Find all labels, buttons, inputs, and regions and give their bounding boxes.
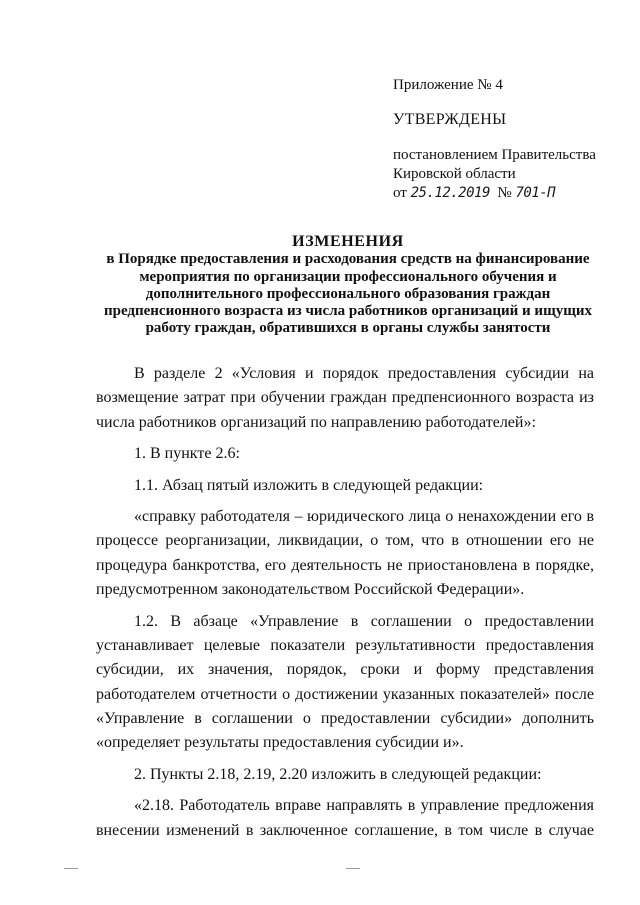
date-prefix: от <box>393 185 407 201</box>
body-line: устанавливает целевые показатели результативности предоставления <box>96 636 594 654</box>
item-1-1: 1.1. Абзац пятый изложить в следующей редакции: <box>134 476 484 494</box>
body-line: внесении изменений в заключенное соглашение, в том числе в случае <box>96 821 594 839</box>
body-line: предусмотренном законодательством Российской Федерации». <box>96 581 525 599</box>
body-line: «определяет результаты предоставления субсидии и». <box>96 734 464 752</box>
item-2: 2. Пункты 2.18, 2.19, 2.20 изложить в следующей редакции: <box>134 765 542 783</box>
item-1: 1. В пункте 2.6: <box>134 445 240 463</box>
title-line: предпенсионного возраста из числа работников организаций и ищущих <box>103 303 593 320</box>
title-line: дополнительного профессионального образования граждан <box>145 285 551 302</box>
resolution-line-2: Кировской области <box>393 166 516 182</box>
body-line: «Управление в соглашении о предоставлении субсидии» дополнить <box>96 710 594 728</box>
body-line: возмещение затрат при обучении граждан предпенсионного возраста из <box>96 389 594 407</box>
body-line: работодателем отчетности о достижении указанных показателей» после <box>96 685 594 703</box>
approved-heading: УТВЕРЖДЕНЫ <box>393 111 507 128</box>
handwritten-date: 25.12.2019 <box>410 185 490 201</box>
number-prefix: № <box>497 185 512 201</box>
title-line: в Порядке предоставления и расходования средств на финансирование <box>106 251 590 268</box>
resolution-date-line <box>393 184 596 203</box>
scan-mark <box>346 868 360 869</box>
document-body <box>96 362 594 843</box>
scan-mark <box>64 868 78 869</box>
resolution-block <box>393 146 596 203</box>
body-line: «2.18. Работодатель вправе направлять в управление предложения <box>134 797 594 815</box>
title-main: ИЗМЕНЕНИЯ <box>292 233 404 250</box>
document-title <box>90 233 606 338</box>
handwritten-number: 701-П <box>515 185 556 201</box>
body-line: числа работников организаций по направлению работодателей»: <box>96 413 536 431</box>
body-line: 1.2. В абзаце «Управление в соглашении о предоставлении <box>134 612 594 630</box>
title-line: мероприятия по организации профессионального обучения и <box>139 268 557 285</box>
body-line: процедура банкротства, его деятельность не приостановлена в порядке, <box>96 556 594 574</box>
title-line: работу граждан, обратившихся в органы службы занятости <box>145 320 551 337</box>
body-line: процессе реорганизации, ликвидации, о том, что в отношении его не <box>96 532 594 550</box>
resolution-line-1: постановлением Правительства <box>393 147 596 163</box>
body-line: «справку работодателя – юридического лица о ненахождении его в <box>134 507 594 525</box>
body-line: В разделе 2 «Условия и порядок предоставления субсидии на <box>134 365 594 382</box>
annex-number: Приложение № 4 <box>393 77 503 93</box>
body-line: субсидии, их значения, порядок, сроки и форму представления <box>96 661 594 679</box>
